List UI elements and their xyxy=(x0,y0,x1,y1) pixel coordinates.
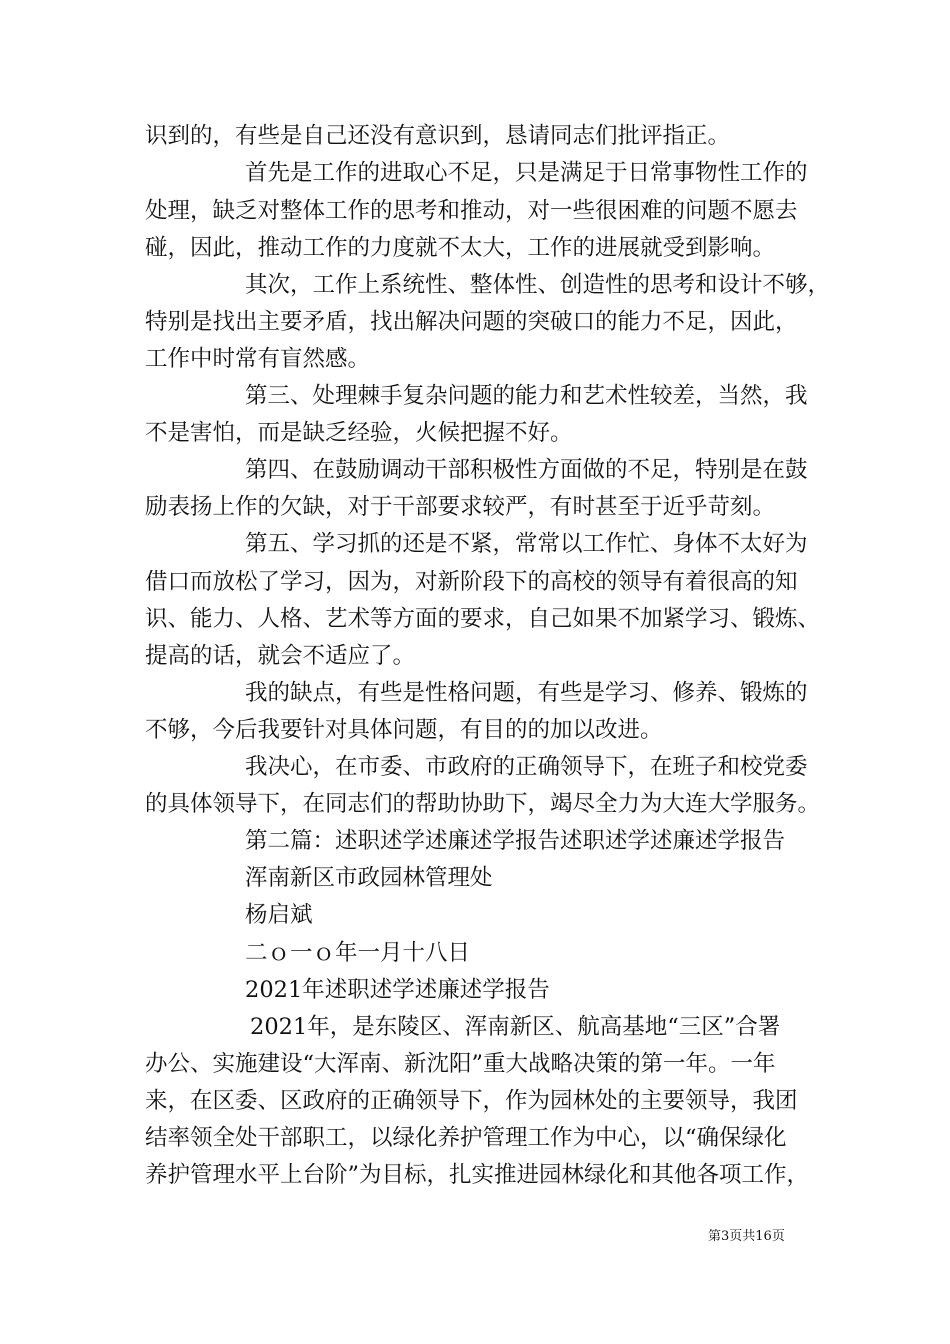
text-line: 养护管理水平上台阶”为目标，扎实推进园林绿化和其他各项工作， xyxy=(145,1162,810,1188)
text-line: 碰，因此，推动工作的力度就不太大，工作的进展就受到影响。 xyxy=(145,235,776,261)
text-line: 的具体领导下，在同志们的帮助协助下，竭尽全力为大连大学服务。 xyxy=(145,791,821,817)
paragraph-first-line: 首先是工作的进取心不足，只是满足于日常事物性工作的 xyxy=(245,160,808,186)
organization-name: 浑南新区市政园林管理处 xyxy=(245,865,493,891)
text-line: 特别是找出主要矛盾，找出解决问题的突破口的能力不足，因此， xyxy=(145,309,798,335)
text-line: 励表扬上作的欠缺，对于干部要求较严，有时甚至于近乎苛刻。 xyxy=(145,494,776,520)
text-line: 来，在区委、区政府的正确领导下，作为园林处的主要领导，我团 xyxy=(145,1088,798,1114)
paragraph-first-line: 2021年，是东陵区、浑南新区、航高基地“三区”合署 xyxy=(250,1014,781,1040)
report-title: 2021年述职述学述廉述学报告 xyxy=(245,977,550,1003)
paragraph-first-line: 其次，工作上系统性、整体性、创造性的思考和设计不够， xyxy=(245,272,831,298)
author-name: 杨启斌 xyxy=(245,902,313,928)
paragraph-first-line: 我的缺点，有些是性格问题，有些是学习、修养、锻炼的 xyxy=(245,680,808,706)
document-date: 二ｏ一ｏ年一月十八日 xyxy=(245,940,471,966)
text-line: 工作中时常有盲然感。 xyxy=(145,346,371,372)
text-line: 不是害怕，而是缺乏经验，火候把握不好。 xyxy=(145,420,573,446)
section-heading: 第二篇：述职述学述廉述学报告述职述学述廉述学报告 xyxy=(245,828,786,854)
text-line: 提高的话，就会不适应了。 xyxy=(145,643,416,669)
text-line: 处理，缺乏对整体工作的思考和推动，对一些很困难的问题不愿去 xyxy=(145,198,798,224)
text-line: 办公、实施建设“大浑南、新沈阳”重大战略决策的第一年。一年 xyxy=(145,1051,776,1077)
paragraph-first-line: 第三、处理棘手复杂问题的能力和艺术性较差，当然，我 xyxy=(245,383,808,409)
text-line: 识到的，有些是自己还没有意识到，恳请同志们批评指正。 xyxy=(145,123,731,149)
text-line: 识、能力、人格、艺术等方面的要求，自己如果不加紧学习、锻炼、 xyxy=(145,606,821,632)
text-line: 结率领全处干部职工，以绿化养护管理工作为中心，以“确保绿化 xyxy=(145,1125,787,1151)
text-line: 不够，今后我要针对具体问题，有目的的加以改进。 xyxy=(145,717,663,743)
paragraph-first-line: 第五、学习抓的还是不紧，常常以工作忙、身体不太好为 xyxy=(245,531,808,557)
text-line: 借口而放松了学习，因为，对新阶段下的高校的领导有着很高的知 xyxy=(145,569,798,595)
paragraph-first-line: 第四、在鼓励调动干部积极性方面做的不足，特别是在鼓 xyxy=(245,457,808,483)
page-number-footer: 第3页共16页 xyxy=(708,1229,785,1244)
paragraph-first-line: 我决心，在市委、市政府的正确领导下，在班子和校党委 xyxy=(245,754,808,780)
